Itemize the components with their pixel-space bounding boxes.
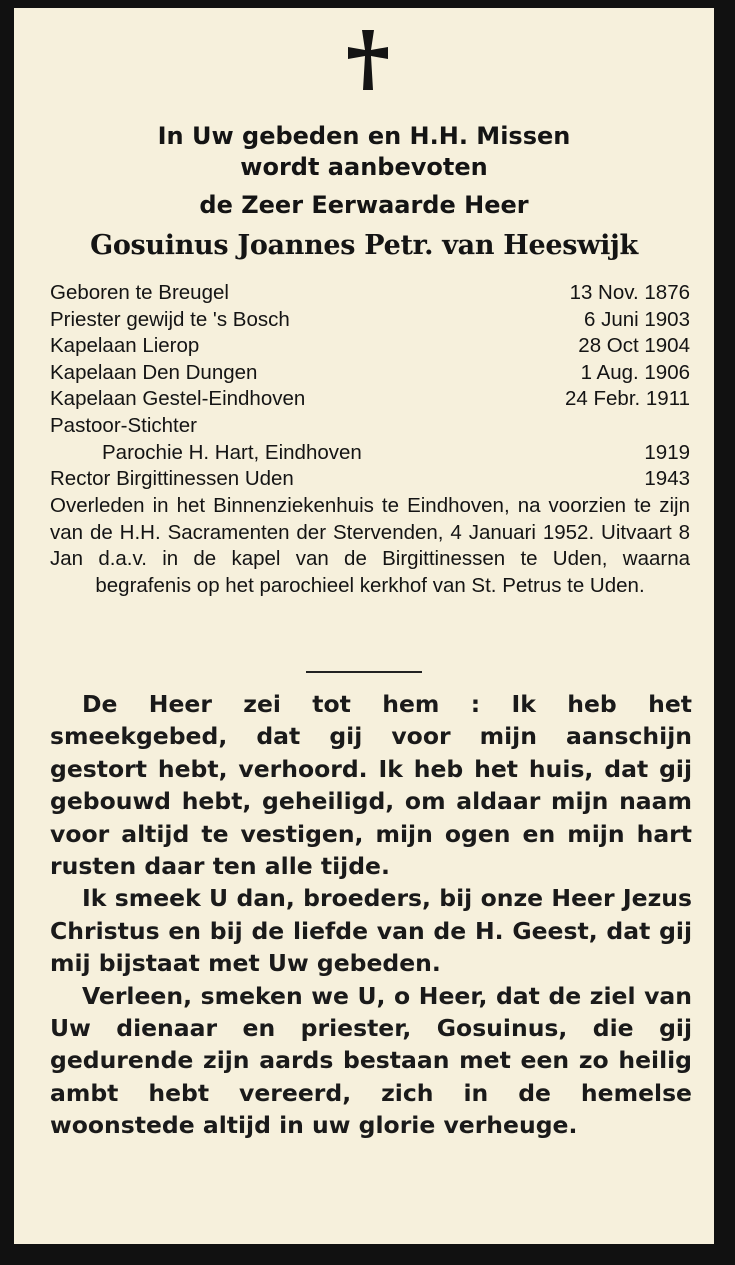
biography-row <box>50 440 690 467</box>
biography-date: 28 Oct 1904 <box>578 334 690 358</box>
biography-label: Kapelaan Lierop <box>50 334 200 358</box>
biography-row <box>50 466 690 493</box>
biography-row <box>50 307 690 334</box>
heading-line-1: In Uw gebeden en H.H. Missen <box>157 122 571 150</box>
biography-label: Kapelaan Gestel-Eindhoven <box>50 387 306 411</box>
biography-label: Priester gewijd te 's Bosch <box>50 307 290 331</box>
heading-line-2: wordt aanbevoten <box>240 153 488 181</box>
biography-date: 13 Nov. 1876 <box>569 281 690 304</box>
biography-date: 1919 <box>644 440 690 464</box>
death-notice: Overleden in het Binnenziekenhuis te Eindhoven, na voorzien te zijn van de H.H. Sacramenten der Stervenden, 4 Januari 1952. Uitvaart 8 Jan d.a.v. in de kapel van de Birgittinessen te Uden, waarna begrafenis op het parochieel kerkhof van St. Petrus te Uden. <box>50 494 690 597</box>
biography-list <box>50 280 690 493</box>
biography-label: Rector Birgittinessen Uden <box>50 467 294 491</box>
biography-date: 6 Juni 1903 <box>583 307 690 331</box>
biography-label: Kapelaan Den Dungen <box>50 360 258 384</box>
biography-date: 1943 <box>644 467 690 491</box>
biography-label: Pastoor-Stichter <box>50 413 197 437</box>
deceased-name: Gosuinus Joannes Petr. van Heeswijk <box>90 230 638 261</box>
biography-row <box>50 333 690 360</box>
biography-row <box>50 360 690 387</box>
prayer-paragraph: Ik smeek U dan, broeders, bij onze Heer Jezus Christus en bij de liefde van de H. Geest, dat gij mij bijstaat met Uw gebeden. <box>50 884 692 978</box>
biography-row <box>50 413 690 440</box>
biography-label: Geboren te Breugel <box>50 281 229 304</box>
biography-row <box>50 386 690 413</box>
prayer-paragraph: De Heer zei tot hem : Ik heb het smeekgebed, dat gij voor mijn aanschijn gestort hebt, verhoord. Ik heb het huis, dat gij gebouwd hebt, geheiligd, om aldaar mijn naam voor altijd te vestigen, mijn ogen en mijn hart rusten daar ten alle tijde. <box>50 690 692 881</box>
memorial-card <box>14 8 714 1244</box>
biography-date: 24 Febr. 1911 <box>565 387 690 411</box>
prayer-paragraph: Verleen, smeken we U, o Heer, dat de ziel van Uw dienaar en priester, Gosuinus, die gij gedurende zijn aards bestaan met een zo heilig ambt hebt vereerd, zich in de hemelse woonstede altijd in uw glorie verheuge. <box>50 981 692 1140</box>
biography-row <box>50 280 690 307</box>
divider-line <box>306 671 422 673</box>
heading-line-3: de Zeer Eerwaarde Heer <box>199 191 529 219</box>
biography-label: Parochie H. Hart, Eindhoven <box>102 440 362 464</box>
cross-icon <box>346 28 390 92</box>
prayer-text <box>50 688 692 1142</box>
biography-date: 1 Aug. 1906 <box>580 360 690 384</box>
